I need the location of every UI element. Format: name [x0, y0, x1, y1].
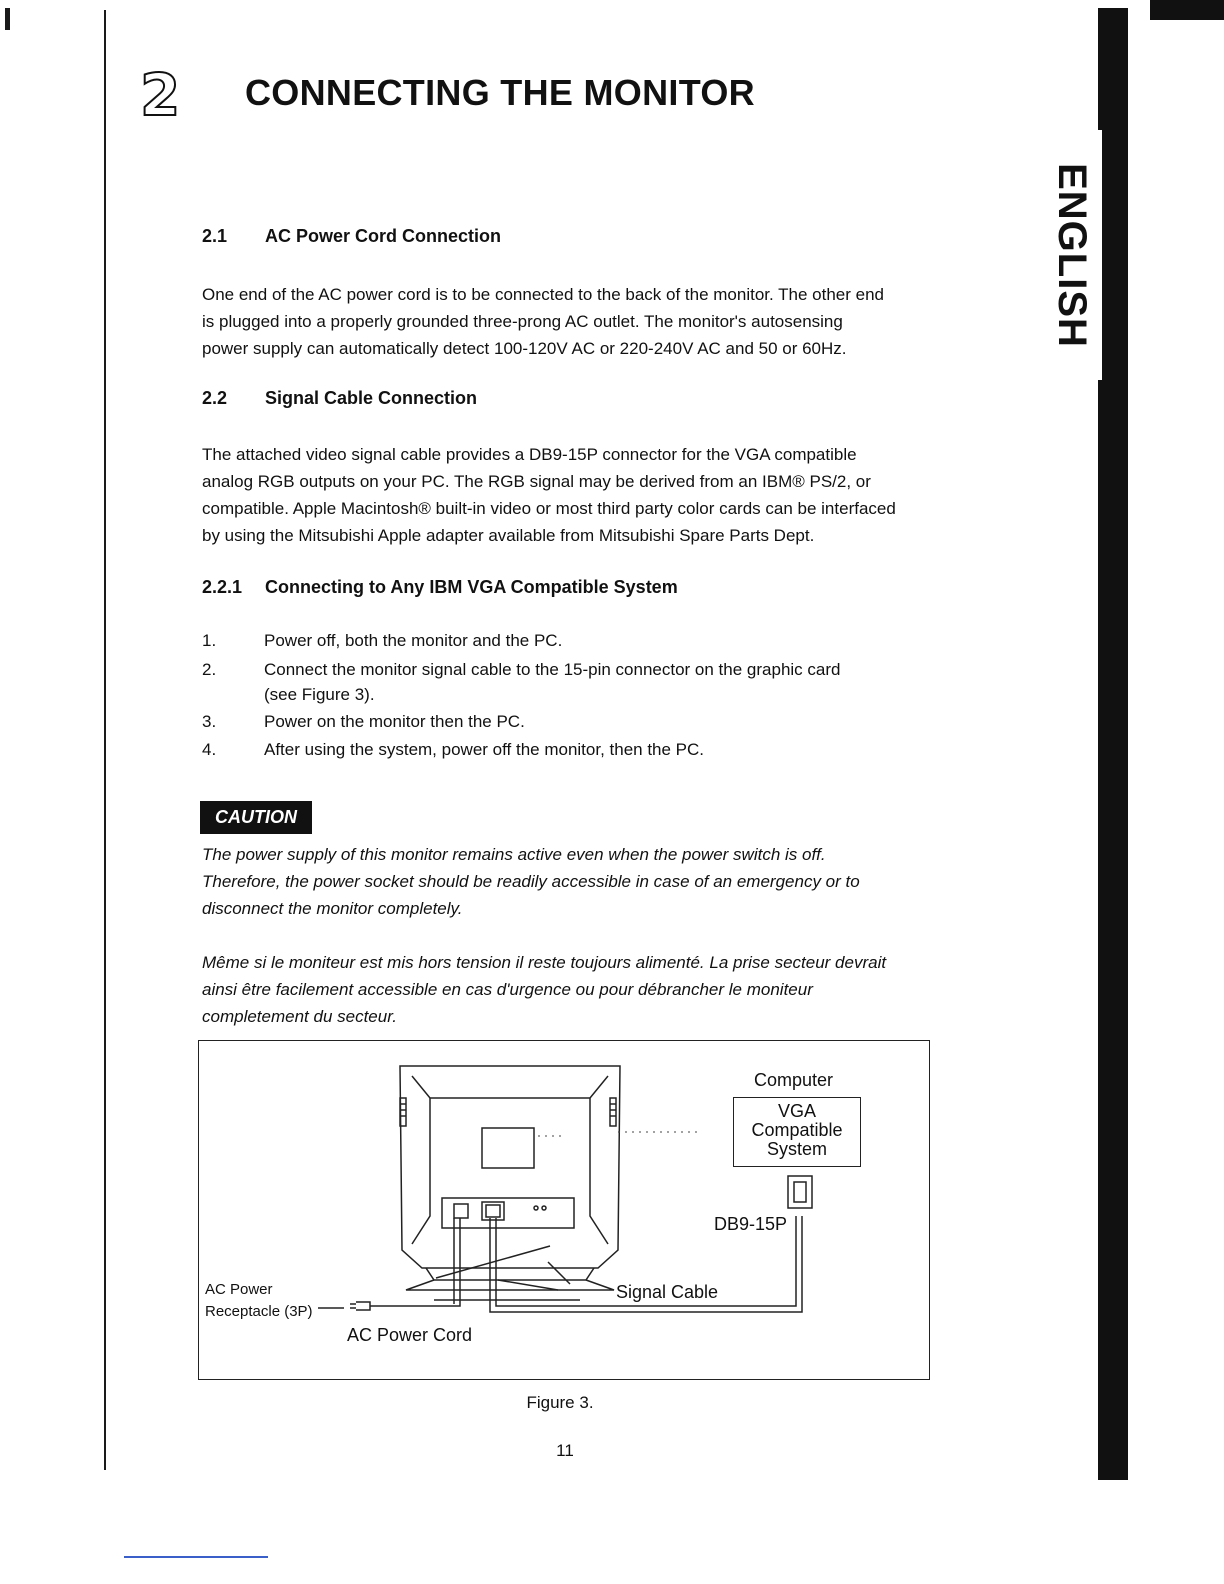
paragraph-line: The power supply of this monitor remains active even when the power switch is off.	[202, 845, 826, 864]
paragraph-line: ainsi être facilement accessible en cas d'urgence ou pour débrancher le moniteur	[202, 980, 813, 999]
list-text: Power on the monitor then the PC.	[264, 712, 525, 731]
list-text: Power off, both the monitor and the PC.	[264, 631, 563, 650]
figure-caption: Figure 3.	[526, 1393, 594, 1412]
vga-box-line: VGA	[777, 1101, 816, 1121]
list-text: Connect the monitor signal cable to the 15-pin connector on the graphic card	[264, 660, 841, 679]
section-number: 2.2	[202, 388, 228, 408]
list-text: (see Figure 3).	[264, 685, 375, 704]
monitor-connection-diagram	[198, 1040, 930, 1380]
paragraph-line: One end of the AC power cord is to be connected to the back of the monitor. The other end	[202, 285, 885, 304]
section-number: 2.1	[202, 226, 228, 246]
list-number: 1.	[202, 631, 217, 650]
ac-power-receptacle-label	[205, 1279, 313, 1323]
left-margin-rule	[104, 10, 106, 1470]
section-2-2-text	[202, 441, 938, 549]
footer-underline	[124, 1556, 268, 1558]
power-socket	[454, 1204, 468, 1218]
section-title: Connecting to Any IBM VGA Compatible System	[265, 577, 678, 597]
monitor-rear-bezel	[412, 1076, 608, 1098]
paragraph-line: completement du secteur.	[202, 1007, 397, 1026]
language-tab-text	[1040, 130, 1102, 380]
paragraph-line: analog RGB outputs on your PC. The RGB signal may be derived from an IBM® PS/2, or	[202, 472, 871, 491]
section-2-1-text	[202, 281, 938, 362]
paragraph-line: The attached video signal cable provides a DB9-15P connector for the VGA compatible	[202, 445, 857, 464]
top-right-mark	[1150, 0, 1224, 20]
list-number: 3.	[202, 712, 217, 731]
caution-badge: CAUTION	[200, 801, 312, 834]
paragraph-line: power supply can automatically detect 100-120V AC or 220-240V AC and 50 or 60Hz.	[202, 339, 847, 358]
connector-panel	[442, 1198, 574, 1228]
paragraph-line: by using the Mitsubishi Apple adapter available from Mitsubishi Spare Parts Dept.	[202, 526, 815, 545]
caution-french-text	[202, 949, 938, 1030]
list-number: 4.	[202, 740, 217, 759]
chapter-number: 2	[140, 61, 181, 129]
section-number: 2.2.1	[202, 577, 243, 597]
list-number: 2.	[202, 660, 217, 679]
paragraph-line: compatible. Apple Macintosh® built-in video or most third party color cards can be interfaced	[202, 499, 896, 518]
monitor-rear-shell	[400, 1066, 620, 1268]
section-title: Signal Cable Connection	[265, 388, 478, 408]
signal-cable-label: Signal Cable	[616, 1282, 719, 1302]
paragraph-line: is plugged into a properly grounded three-prong AC outlet. The monitor's autosensing	[202, 312, 843, 331]
list-text: After using the system, power off the monitor, then the PC.	[264, 740, 705, 759]
section-title: AC Power Cord Connection	[265, 226, 502, 246]
left-edge-mark	[5, 8, 10, 30]
connector-label: DB9-15P	[714, 1214, 788, 1234]
paragraph-line: Même si le moniteur est mis hors tension il reste toujours alimenté. La prise secteur devrait	[202, 953, 887, 972]
label-line: AC Power	[205, 1281, 273, 1298]
page-number: 11	[556, 1441, 574, 1460]
side-thumb-bar	[1098, 8, 1128, 1480]
vga-box-line: System	[766, 1139, 827, 1159]
ac-power-cord-label: AC Power Cord	[347, 1325, 473, 1345]
db9-15p-connector	[788, 1176, 812, 1208]
monitor-label-plate	[482, 1128, 534, 1168]
chapter-title: CONNECTING THE MONITOR	[245, 72, 755, 113]
computer-label: Computer	[754, 1070, 834, 1090]
vga-system-box	[733, 1097, 861, 1167]
paragraph-line: disconnect the monitor completely.	[202, 899, 463, 918]
paragraph-line: Therefore, the power socket should be readily accessible in case of an emergency or to	[202, 872, 860, 891]
language-tab-label: ENGLISH	[1049, 162, 1094, 348]
caution-english-text	[202, 841, 938, 922]
label-line: Receptacle (3P)	[205, 1303, 313, 1320]
vga-box-line: Compatible	[751, 1120, 843, 1140]
